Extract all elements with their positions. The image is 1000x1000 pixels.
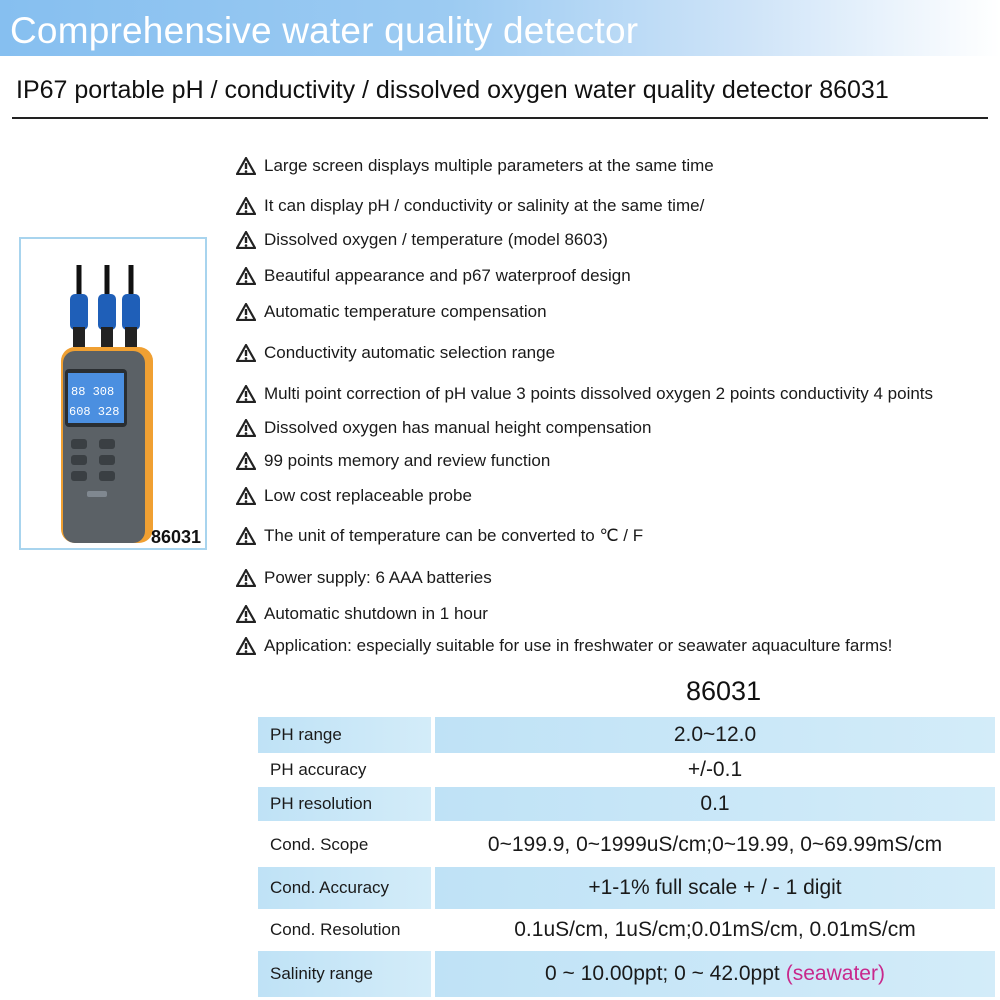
feature-item [236, 228, 608, 252]
feature-item [236, 566, 492, 590]
product-subtitle: IP67 portable pH / conductivity / dissolved oxygen water quality detector 86031 [16, 76, 889, 104]
spec-model-heading: 86031 [686, 676, 762, 706]
feature-text: Beautiful appearance and p67 waterproof design [264, 266, 631, 285]
divider [12, 117, 988, 119]
feature-text: Dissolved oxygen has manual height compensation [264, 418, 652, 437]
feature-text: Power supply: 6 AAA batteries [264, 568, 492, 587]
spec-value-text: +/-0.1 [687, 758, 743, 781]
product-image [19, 237, 207, 550]
warning-triangle-icon [236, 605, 256, 623]
warning-triangle-icon [236, 157, 256, 175]
spec-label: Cond. Resolution [270, 920, 401, 939]
spec-value-text: 2.0~12.0 [673, 723, 757, 746]
spec-value [435, 951, 995, 997]
spec-value-text: +1-1% full scale + / - 1 digit [588, 876, 842, 899]
spec-value-text: 0.1uS/cm, 1uS/cm;0.01mS/cm, 0.01mS/cm [514, 918, 916, 941]
feature-text: Automatic shutdown in 1 hour [264, 604, 488, 623]
feature-item [236, 416, 651, 440]
spec-label: Cond. Accuracy [258, 867, 431, 909]
warning-triangle-icon [236, 344, 256, 362]
spec-label: Salinity range [258, 951, 431, 997]
warning-triangle-icon [236, 231, 256, 249]
feature-text: Application: especially suitable for use in freshwater or seawater aquaculture farms! [264, 636, 893, 655]
feature-text: 99 points memory and review function [264, 451, 551, 470]
warning-triangle-icon [236, 637, 256, 655]
header-banner [0, 0, 1000, 56]
spec-label: Cond. Scope [270, 835, 369, 854]
feature-text: Dissolved oxygen / temperature (model 8603) [264, 230, 608, 249]
warning-triangle-icon [236, 303, 256, 321]
warning-triangle-icon [236, 385, 256, 403]
warning-triangle-icon [236, 527, 256, 545]
spec-value-note: (seawater) [785, 962, 885, 985]
spec-value [435, 825, 995, 865]
feature-item [236, 300, 547, 324]
meter-illustration [21, 239, 207, 550]
screen-reading-1: 88 308 [71, 385, 115, 399]
spec-value-text: 0~199.9, 0~1999uS/cm;0~19.99, 0~69.99mS/cm [487, 833, 943, 856]
page-title: Comprehensive water quality detector [10, 10, 639, 51]
feature-text: The unit of temperature can be converted to ℃ / F [264, 526, 644, 545]
feature-text: Large screen displays multiple parameters at the same time [264, 156, 714, 175]
feature-item [236, 602, 488, 626]
feature-text: Automatic temperature compensation [264, 302, 547, 321]
warning-triangle-icon [236, 419, 256, 437]
spec-value [435, 717, 995, 753]
spec-value [435, 911, 995, 949]
feature-text: Conductivity automatic selection range [264, 343, 556, 362]
spec-value [435, 867, 995, 909]
spec-value-text: 0 ~ 10.00ppt; 0 ~ 42.0ppt [545, 962, 780, 985]
warning-triangle-icon [236, 569, 256, 587]
feature-item [236, 484, 472, 508]
feature-text: Low cost replaceable probe [264, 486, 472, 505]
warning-triangle-icon [236, 487, 256, 505]
feature-item [236, 154, 714, 178]
feature-item [236, 382, 933, 406]
feature-text: It can display pH / conductivity or salinity at the same time/ [264, 196, 705, 215]
spec-value [435, 755, 995, 785]
screen-reading-2: 608 328 [69, 405, 120, 419]
feature-item [236, 449, 550, 473]
spec-label: PH resolution [258, 787, 431, 821]
warning-triangle-icon [236, 267, 256, 285]
product-model-caption: 86031 [151, 527, 202, 547]
feature-item [236, 634, 892, 658]
spec-value-text: 0.1 [700, 792, 730, 815]
spec-label: PH range [258, 717, 431, 753]
feature-text: Multi point correction of pH value 3 points dissolved oxygen 2 points conductivity 4 points [264, 384, 934, 403]
spec-label: PH accuracy [270, 760, 367, 779]
warning-triangle-icon [236, 452, 256, 470]
feature-item [236, 264, 631, 288]
feature-item [236, 524, 643, 548]
feature-item [236, 341, 555, 365]
spec-value [435, 787, 995, 821]
warning-triangle-icon [236, 197, 256, 215]
feature-item [236, 194, 704, 218]
